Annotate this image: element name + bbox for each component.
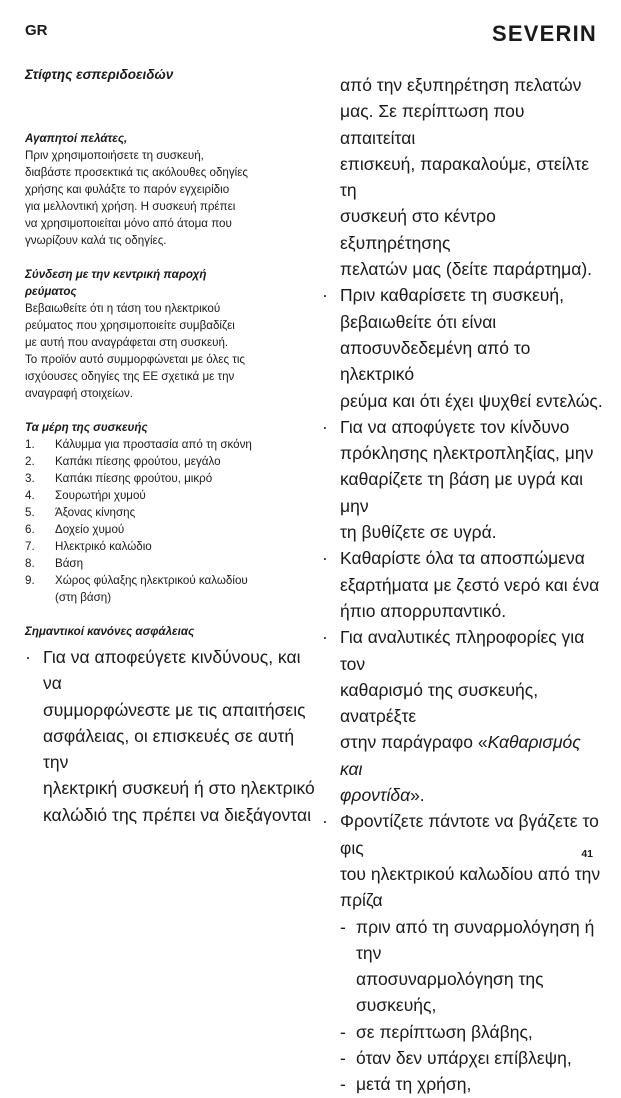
bullet-line: Για να αποφύγετε τον κίνδυνο	[340, 416, 570, 437]
ref-text: ».	[410, 785, 425, 806]
intro-line: για μελλοντική χρήση. Η συσκευή πρέπει	[25, 200, 236, 213]
brand-logo: SEVERIN	[492, 21, 597, 46]
item-number: 7.	[25, 540, 35, 553]
bullet-text	[340, 624, 604, 808]
bullet-text	[340, 808, 604, 913]
connection-heading: ρεύματος	[25, 285, 77, 298]
connection-line: αναγραφή στοιχείων.	[25, 387, 133, 400]
item-text: Καπάκι πίεσης φρούτου, μεγάλο	[55, 455, 221, 468]
connection-line: Το προϊόν αυτό συμμορφώνεται με όλες τις	[25, 353, 246, 366]
section-reference: Καθαρισμός και	[340, 732, 581, 779]
safety-bullet	[322, 414, 604, 545]
right-column	[322, 72, 604, 1098]
dash-line: σε περίπτωση βλάβης,	[356, 1021, 533, 1042]
dash-item	[322, 1045, 604, 1071]
bullet-line	[340, 782, 604, 808]
item-number: 1.	[25, 438, 35, 451]
bullet-line: ηλεκτρική συσκευή ή στο ηλεκτρικό	[43, 778, 315, 799]
bullet-text	[340, 282, 604, 413]
safety-bullet	[322, 282, 604, 413]
item-number: 4.	[25, 489, 35, 502]
safety-heading-wrap	[25, 623, 315, 640]
parts-heading: Τα μέρη της συσκευής	[25, 421, 148, 434]
bullet-line: συμμορφώνεστε με τις απαιτήσεις	[43, 699, 306, 720]
bullet-line: πελατών μας (δείτε παράρτημα).	[340, 259, 593, 280]
item-text: Βάση	[55, 557, 84, 570]
item-number: 8.	[25, 557, 35, 570]
bullet-line: του ηλεκτρικού καλωδίου από την	[340, 863, 601, 884]
dash-line: μετά τη χρήση,	[356, 1074, 472, 1095]
dash-marker: -	[340, 1021, 346, 1042]
parts-list-item	[25, 470, 315, 487]
intro-line: διαβάστε προσεκτικά τις ακόλουθες οδηγίες	[25, 166, 248, 179]
bullet-line: εξαρτήματα με ζεστό νερό και ένα	[340, 574, 600, 595]
connection-line: Βεβαιωθείτε ότι η τάση του ηλεκτρικού	[25, 302, 221, 315]
bullet-dot: ·	[25, 647, 31, 667]
bullet-line: Καθαρίστε όλα τα αποσπώμενα	[340, 548, 585, 569]
bullet-line: τη βυθίζετε σε υγρά.	[340, 522, 497, 543]
item-number: 6.	[25, 523, 35, 536]
parts-section	[25, 419, 315, 606]
safety-bullet	[25, 644, 315, 828]
parts-list-item	[25, 521, 315, 538]
dash-line: πριν από τη συναρμολόγηση ή την	[356, 916, 595, 963]
parts-list-item	[25, 504, 315, 521]
item-text: Κάλυμμα για προστασία από τη σκόνη	[55, 438, 252, 451]
safety-bullet	[322, 624, 604, 808]
item-number: 3.	[25, 472, 35, 485]
dash-line: όταν δεν υπάρχει επίβλεψη,	[356, 1047, 572, 1068]
parts-list-item	[25, 589, 315, 606]
parts-list-item	[25, 538, 315, 555]
parts-list	[25, 436, 315, 606]
dash-line: αποσυναρμολόγηση της συσκευής,	[356, 969, 544, 1016]
bullet-line: πρίζα	[340, 890, 383, 911]
page-number: 41	[581, 848, 593, 860]
connection-line: με αυτή που αναγράφεται στη συσκευή.	[25, 336, 229, 349]
bullet-line	[340, 729, 604, 782]
bullet-line: Φροντίζετε πάντοτε να βγάζετε το φις	[340, 811, 599, 858]
safety-bullet	[322, 808, 604, 913]
bullet-continuation	[322, 72, 604, 282]
bullet-line: ήπιο απορρυπαντικό.	[340, 600, 507, 621]
bullet-dot: ·	[322, 285, 328, 306]
intro-heading: Αγαπητοί πελάτες,	[25, 132, 128, 145]
dash-item	[322, 1019, 604, 1045]
connection-line: ρεύματος που χρησιμοποιείτε συμβαδίζει	[25, 319, 235, 332]
bullet-line: βεβαιωθείτε ότι είναι	[340, 311, 497, 332]
bullet-line: Για να αποφεύγετε κινδύνους, και να	[43, 647, 301, 694]
dash-marker: -	[340, 1074, 346, 1095]
left-column	[25, 67, 315, 828]
bullet-dot: ·	[322, 627, 328, 648]
item-text: Σουρωτήρι χυμού	[55, 489, 146, 502]
bullet-line: ρεύμα και ότι έχει ψυχθεί εντελώς.	[340, 390, 603, 411]
item-number	[25, 589, 55, 606]
dash-item	[322, 914, 604, 1019]
intro-line: χρήσης και φυλάξτε το παρόν εγχειρίδιο	[25, 183, 230, 196]
intro-line: γνωρίζουν καλά τις οδηγίες.	[25, 234, 167, 247]
bullet-line: ασφάλειας, οι επισκευές σε αυτή την	[43, 725, 295, 773]
safety-heading: Σημαντικοί κανόνες ασφάλειας	[25, 625, 195, 638]
parts-list-item	[25, 436, 315, 453]
bullet-line: πρόκλησης ηλεκτροπληξίας, μην	[340, 443, 594, 464]
connection-heading: Σύνδεση με την κεντρική παροχή	[25, 268, 207, 281]
item-text: Δοχείο χυμού	[55, 523, 125, 536]
item-text: Χώρος φύλαξης ηλεκτρικού καλωδίου	[55, 574, 248, 587]
dash-text	[356, 914, 604, 1019]
bullet-line: από την εξυπηρέτηση πελατών	[340, 75, 582, 95]
bullet-line: επισκευή, παρακαλούμε, στείλτε τη	[340, 153, 590, 201]
bullet-text	[340, 545, 604, 624]
dash-marker: -	[340, 916, 346, 937]
item-text: Ηλεκτρικό καλώδιο	[55, 540, 152, 553]
item-text: (στη βάση)	[55, 591, 112, 604]
language-code: GR	[25, 22, 48, 39]
parts-list-item	[25, 453, 315, 470]
page-title: Στίφτης εσπεριδοειδών	[25, 67, 174, 82]
item-number: 5.	[25, 506, 35, 519]
bullet-dot: ·	[322, 811, 328, 832]
dash-marker: -	[340, 1047, 346, 1068]
bullet-line: μας. Σε περίπτωση που απαιτείται	[340, 101, 525, 148]
intro-line: Πριν χρησιμοποιήσετε τη συσκευή,	[25, 149, 204, 162]
bullet-text	[340, 414, 604, 545]
parts-list-item	[25, 487, 315, 504]
item-number: 2.	[25, 455, 35, 468]
bullet-dot: ·	[322, 548, 328, 569]
bullet-line: Για αναλυτικές πληροφορίες για τον	[340, 627, 585, 674]
connection-section	[25, 266, 315, 402]
bullet-line: Πριν καθαρίσετε τη συσκευή,	[340, 285, 565, 306]
parts-list-item	[25, 572, 315, 589]
connection-line: ισχύουσες οδηγίες της ΕΕ σχετικά με την	[25, 370, 235, 383]
bullet-line: αποσυνδεδεμένη από το ηλεκτρικό	[340, 337, 531, 385]
safety-bullet	[322, 545, 604, 624]
intro-line: να χρησιμοποιείται μόνο από άτομα που	[25, 217, 232, 230]
item-number: 9.	[25, 574, 35, 587]
bullet-line: καθαρίζετε τη βάση με υγρά και μην	[340, 469, 584, 516]
item-text: Άξονας κίνησης	[55, 506, 136, 519]
bullet-line: καλώδιό της πρέπει να διεξάγονται	[43, 804, 311, 825]
bullet-dot: ·	[322, 416, 328, 437]
dash-item	[322, 1071, 604, 1097]
ref-text: στην παράγραφο «	[340, 732, 488, 753]
bullet-text	[43, 644, 315, 828]
intro-section	[25, 130, 315, 249]
parts-list-item	[25, 555, 315, 572]
bullet-line: καθαρισμό της συσκευής, ανατρέξτε	[340, 679, 539, 727]
bullet-line: συσκευή στο κέντρο εξυπηρέτησης	[340, 206, 496, 253]
section-reference: φροντίδα	[340, 785, 411, 806]
item-text: Καπάκι πίεσης φρούτου, μικρό	[55, 472, 213, 485]
